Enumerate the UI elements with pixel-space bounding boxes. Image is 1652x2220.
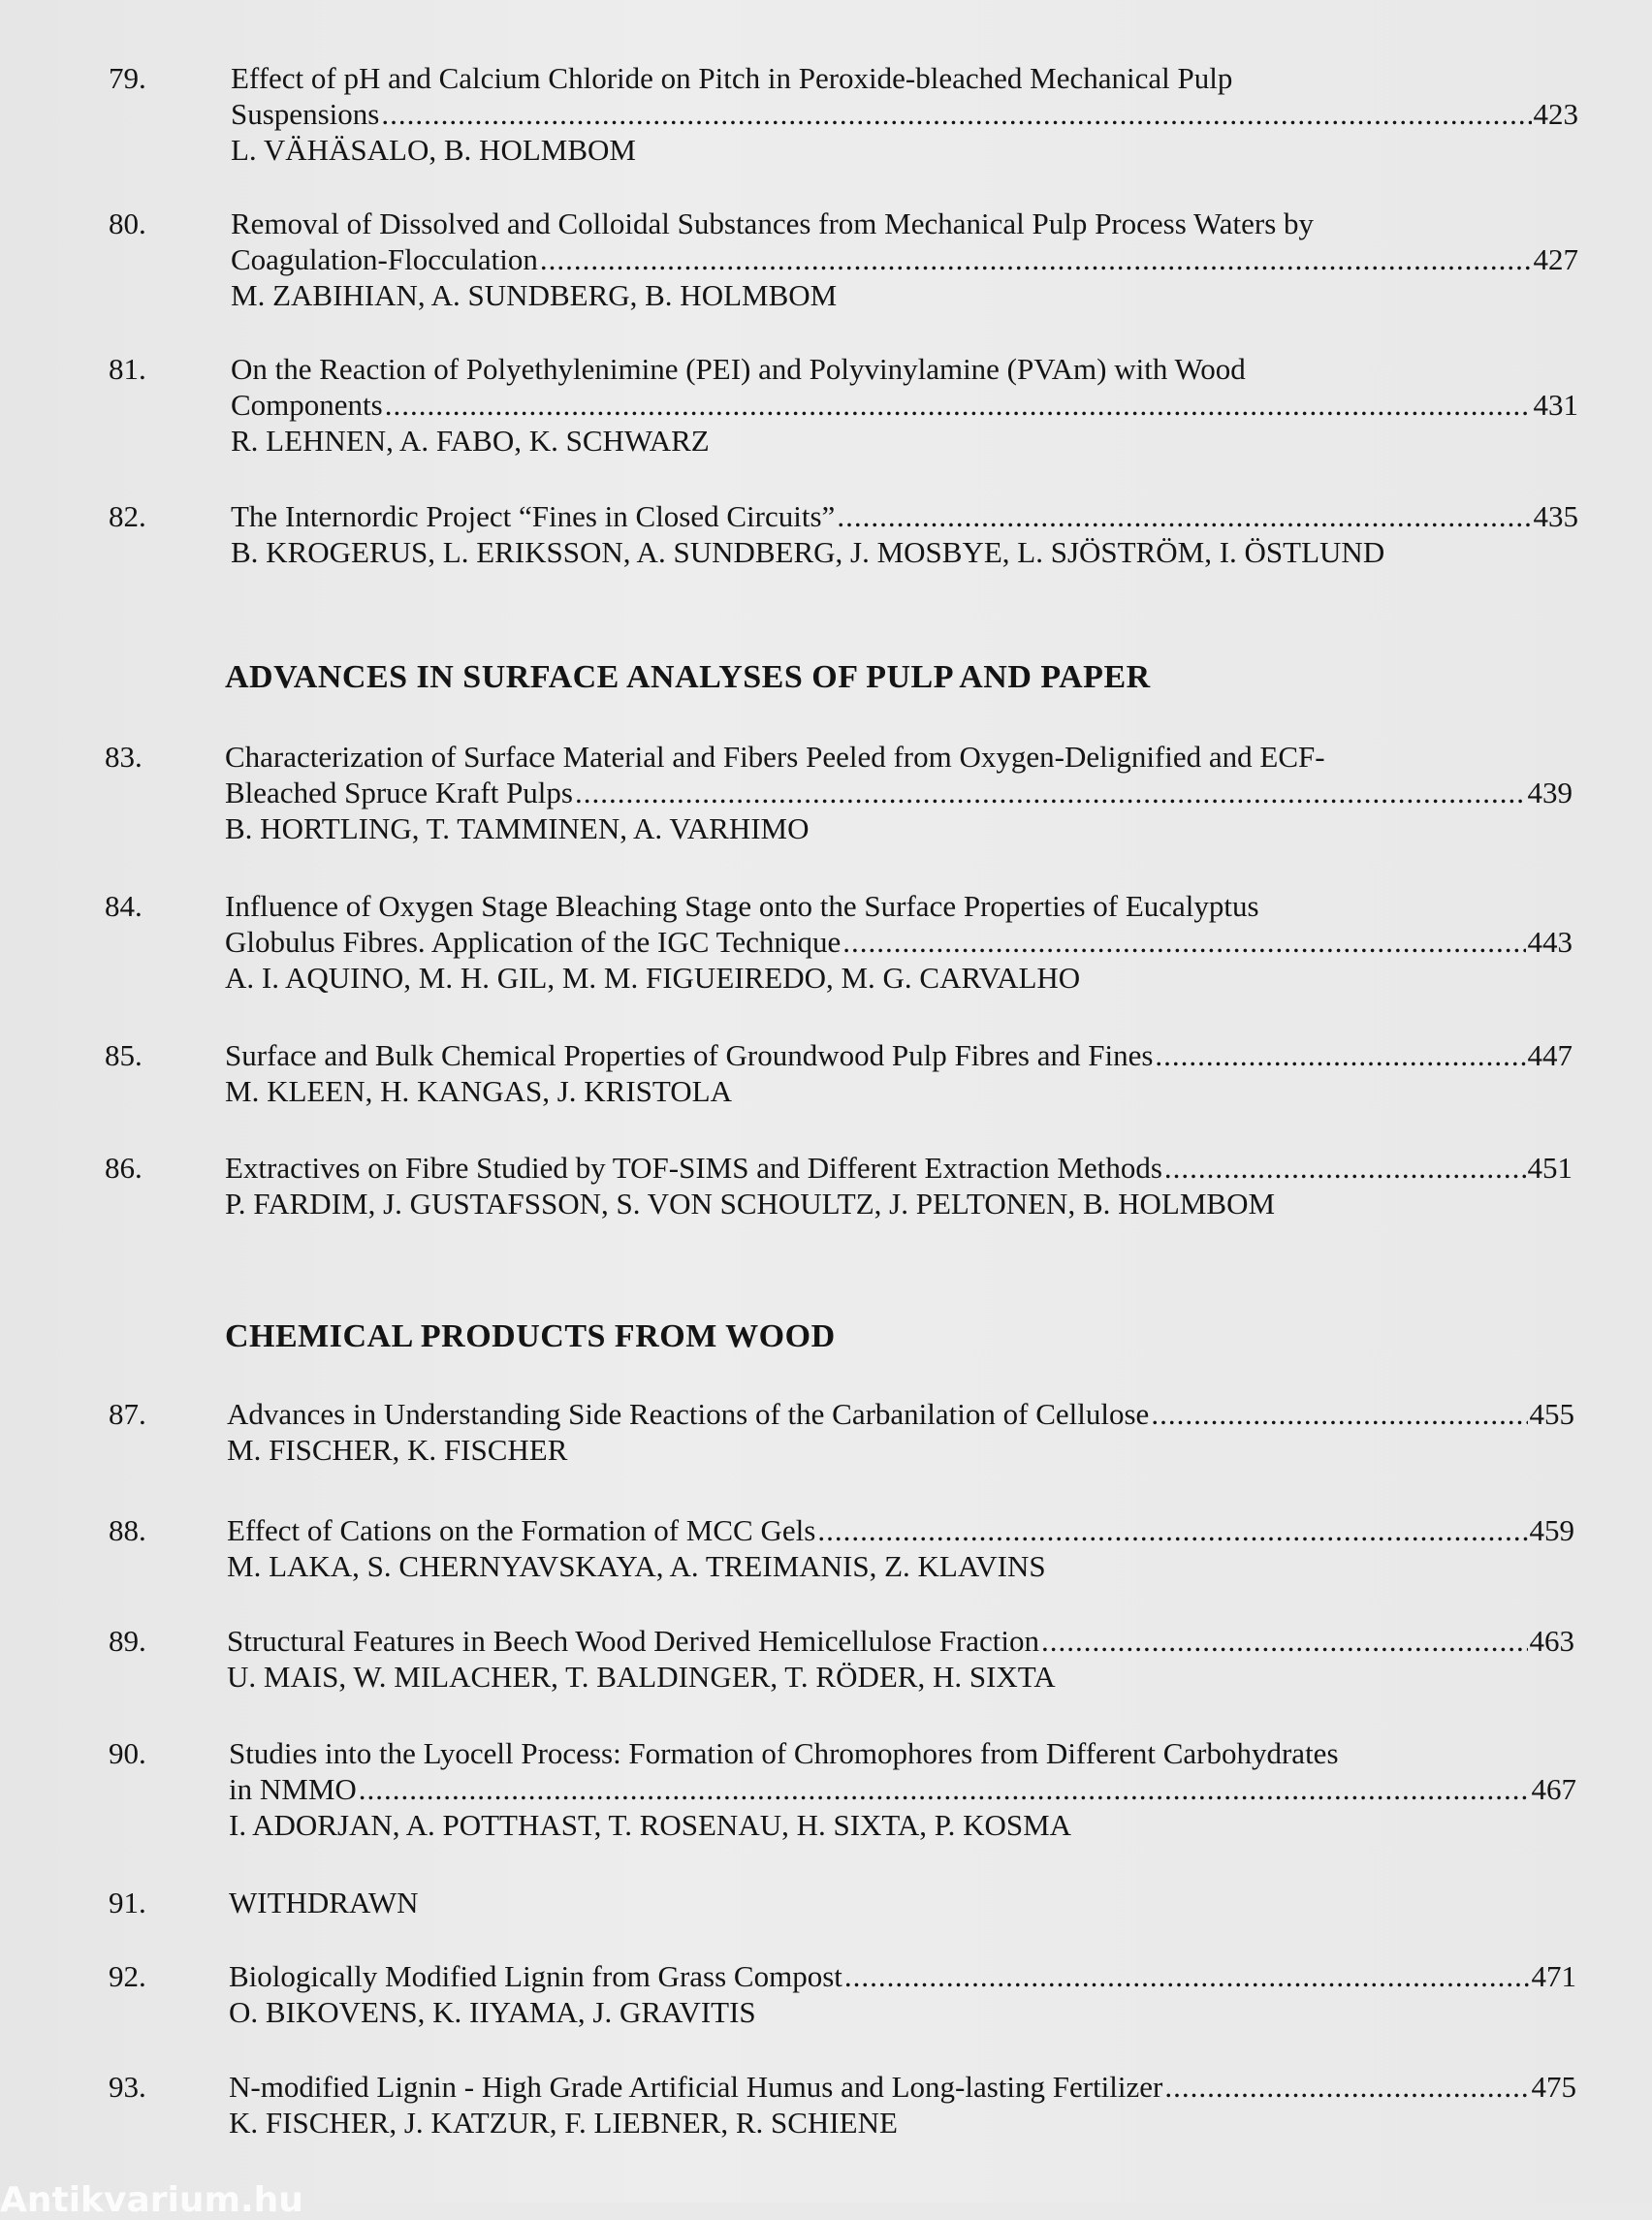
entry-title-line: Extractives on Fibre Studied by TOF-SIMS and Different Extraction Methods	[225, 1151, 1162, 1185]
entry-authors: M. ZABIHIAN, A. SUNDBERG, B. HOLMBOM	[231, 278, 838, 312]
leader-dots	[1164, 1150, 1526, 1186]
entry-authors: I. ADORJAN, A. POTTHAST, T. ROSENAU, H. SIXTA, P. KOSMA	[229, 1808, 1072, 1842]
leader-dots	[385, 387, 1532, 423]
entry-page-number: 475	[1531, 2070, 1576, 2104]
entry-number: 84.	[105, 889, 143, 923]
entry-number: 80.	[109, 206, 146, 240]
leader-dots	[817, 1512, 1527, 1548]
entry-title-line: Bleached Spruce Kraft Pulps	[225, 776, 573, 809]
entry-page-number: 447	[1527, 1038, 1573, 1072]
entry-title-line: Removal of Dissolved and Colloidal Substances from Mechanical Pulp Process Waters by	[231, 206, 1315, 240]
entry-number: 86.	[105, 1151, 143, 1185]
entry-title-line: Globulus Fibres. Application of the IGC Technique	[225, 925, 842, 959]
entry-title-line: Structural Features in Beech Wood Derived Hemicellulose Fraction	[227, 1624, 1039, 1658]
entry-authors: O. BIKOVENS, K. IIYAMA, J. GRAVITIS	[229, 1995, 756, 2029]
entry-page-number: 459	[1529, 1513, 1574, 1547]
entry-number: 85.	[105, 1038, 143, 1072]
entry-title-line: Surface and Bulk Chemical Properties of Groundwood Pulp Fibres and Fines	[225, 1038, 1154, 1072]
entry-title-line: Effect of Cations on the Formation of MCC Gels	[227, 1513, 816, 1547]
entry-number: 82.	[109, 499, 146, 533]
entry-page-number: 431	[1533, 388, 1578, 422]
leader-dots	[837, 498, 1531, 534]
entry-authors: R. LEHNEN, A. FABO, K. SCHWARZ	[231, 424, 710, 458]
entry-number: 91.	[109, 1886, 146, 1919]
entry-title-line: Influence of Oxygen Stage Bleaching Stage onto the Surface Properties of Eucalyptus	[225, 889, 1259, 923]
entry-authors: K. FISCHER, J. KATZUR, F. LIEBNER, R. SCHIENE	[229, 2106, 898, 2140]
entry-authors: P. FARDIM, J. GUSTAFSSON, S. VON SCHOULTZ, J. PELTONEN, B. HOLMBOM	[225, 1187, 1276, 1221]
entry-number: 83.	[105, 740, 143, 774]
entry-number: 90.	[109, 1736, 146, 1770]
entry-title-line: in NMMO	[229, 1772, 357, 1806]
leader-dots	[844, 1958, 1530, 1994]
entry-number: 88.	[109, 1513, 146, 1547]
entry-authors: M. KLEEN, H. KANGAS, J. KRISTOLA	[225, 1074, 732, 1108]
section-heading-chemical-products: CHEMICAL PRODUCTS FROM WOOD	[225, 1318, 836, 1354]
entry-title-line: Suspensions	[231, 97, 380, 131]
entry-page-number: 427	[1533, 242, 1578, 276]
section-heading-surface-analyses: ADVANCES IN SURFACE ANALYSES OF PULP AND PAPER	[225, 659, 1151, 695]
entry-authors: B. KROGERUS, L. ERIKSSON, A. SUNDBERG, J. MOSBYE, L. SJÖSTRÖM, I. ÖSTLUND	[231, 535, 1385, 569]
entry-title-line: Studies into the Lyocell Process: Formation of Chromophores from Different Carbohydrates	[229, 1736, 1339, 1770]
entry-title-line: The Internordic Project “Fines in Closed Circuits”	[231, 499, 836, 533]
entry-authors: U. MAIS, W. MILACHER, T. BALDINGER, T. RÖDER, H. SIXTA	[227, 1660, 1056, 1694]
leader-dots	[1155, 1037, 1525, 1073]
leader-dots	[381, 96, 1531, 132]
entry-title-line: Components	[231, 388, 383, 422]
entry-authors: B. HORTLING, T. TAMMINEN, A. VARHIMO	[225, 811, 810, 845]
entry-title-line: Characterization of Surface Material and Fibers Peeled from Oxygen-Delignified and ECF-	[225, 740, 1325, 774]
entry-number: 93.	[109, 2070, 146, 2104]
entry-number: 87.	[109, 1397, 146, 1431]
leader-dots	[1151, 1396, 1527, 1432]
entry-title-line: Advances in Understanding Side Reactions of the Carbanilation of Cellulose	[227, 1397, 1150, 1431]
entry-page-number: 435	[1533, 499, 1578, 533]
entry-page-number: 471	[1531, 1959, 1576, 1993]
entry-title-line: N-modified Lignin - High Grade Artificial Humus and Long-lasting Fertilizer	[229, 2070, 1163, 2104]
leader-dots	[1164, 2069, 1529, 2105]
leader-dots	[575, 775, 1526, 810]
leader-dots	[1041, 1623, 1528, 1659]
entry-page-number: 451	[1527, 1151, 1573, 1185]
entry-authors: L. VÄHÄSALO, B. HOLMBOM	[231, 133, 636, 167]
entry-number: 92.	[109, 1959, 146, 1993]
leader-dots	[842, 924, 1525, 960]
watermark-logo: Antikvarium.hu	[0, 2180, 303, 2220]
entry-page-number: 455	[1529, 1397, 1574, 1431]
entry-title-line: On the Reaction of Polyethylenimine (PEI) and Polyvinylamine (PVAm) with Wood	[231, 352, 1246, 386]
entry-authors: M. LAKA, S. CHERNYAVSKAYA, A. TREIMANIS, Z. KLAVINS	[227, 1549, 1046, 1583]
entry-authors: M. FISCHER, K. FISCHER	[227, 1433, 568, 1467]
entry-authors: A. I. AQUINO, M. H. GIL, M. M. FIGUEIREDO, M. G. CARVALHO	[225, 961, 1081, 995]
leader-dots	[359, 1771, 1530, 1807]
entry-title-line: Coagulation-Flocculation	[231, 242, 538, 276]
entry-title-line: Biologically Modified Lignin from Grass Compost	[229, 1959, 842, 1993]
entry-page-number: 463	[1529, 1624, 1574, 1658]
entry-number: 89.	[109, 1624, 146, 1658]
leader-dots	[540, 241, 1532, 277]
entry-number: 79.	[109, 61, 146, 95]
entry-title-line: Effect of pH and Calcium Chloride on Pitch in Peroxide-bleached Mechanical Pulp	[231, 61, 1233, 95]
entry-page-number: 467	[1531, 1772, 1576, 1806]
entry-page-number: 439	[1527, 776, 1573, 809]
entry-page-number: 423	[1533, 97, 1578, 131]
entry-page-number: 443	[1527, 925, 1573, 959]
entry-number: 81.	[109, 352, 146, 386]
entry-title-line: WITHDRAWN	[229, 1886, 419, 1919]
